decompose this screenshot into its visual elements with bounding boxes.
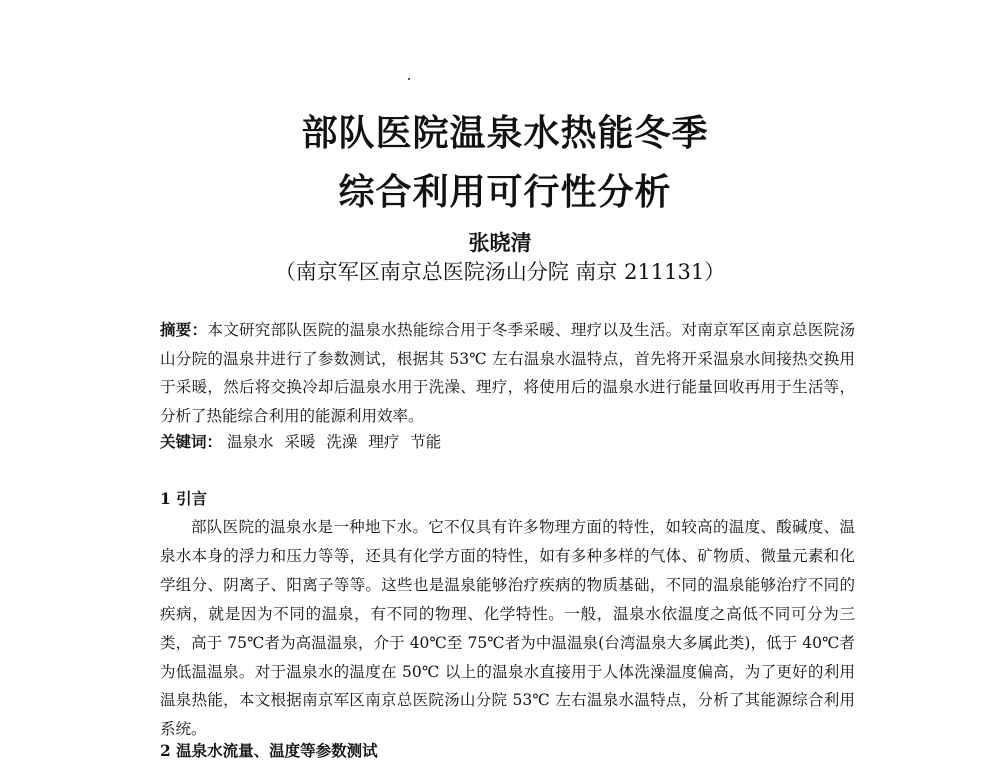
keywords: [160, 428, 855, 456]
keywords-label: 关键词：: [160, 432, 223, 451]
keyword: 节能: [410, 433, 442, 451]
section-1-body: 部队医院的温泉水是一种地下水。它不仅具有许多物理方面的特性，如较高的温度、酸碱度、温泉水本身的浮力和压力等等，还具有化学方面的特性，如有多种多样的气体、矿物质、微量元素和化学组分、阴离子、阳离子等等。这些也是温泉能够治疗疾病的物质基础，不同的温泉能够治疗不同的疾病，就是因为不同的温泉，有不同的物理、化学特性。一般，温泉水依温度之高低不同可分为三类，高于 75℃者为高温温泉，介于 40℃至 75℃者为中温温泉(台湾温泉大多属此类)，低于 40℃者为低温温泉。对于温泉水的温度在 50℃ 以上的温泉水直接用于人体洗澡温度偏高，为了更好的利用温泉热能，本文根据南京军区南京总医院汤山分院 53℃ 左右温泉水温特点，分析了其能源综合利用系统。: [160, 518, 855, 739]
section-2-heading: 2 温泉水流量、温度等参数测试: [160, 741, 378, 760]
scan-speck: [408, 78, 410, 80]
keyword: 洗澡: [326, 433, 358, 451]
keyword: 温泉水: [226, 433, 274, 451]
section-1-heading: 1 引言: [160, 489, 208, 508]
abstract-text: 本文研究部队医院的温泉水热能综合用于冬季采暖、理疗以及生活。对南京军区南京总医院汤山分院的温泉井进行了参数测试，根据其 53℃ 左右温泉水温特点，首先将开采温泉水间接热交换用于采暖，然后将交换冷却后温泉水用于洗澡、理疗，将使用后的温泉水进行能量回收再用于生活等，分析了热能综合利用的能源利用效率。: [160, 321, 855, 425]
title-line-2: 综合利用可行性分析: [338, 172, 672, 213]
keyword: 采暖: [284, 433, 316, 451]
author-name: 张晓清: [468, 230, 532, 255]
title-line-1: 部队医院温泉水热能冬季: [301, 113, 709, 154]
abstract: [160, 316, 855, 430]
author-affiliation: （南京军区南京总医院汤山分院 南京 211131）: [274, 260, 726, 284]
abstract-label: 摘要：: [160, 320, 208, 339]
keyword: 理疗: [368, 433, 400, 451]
